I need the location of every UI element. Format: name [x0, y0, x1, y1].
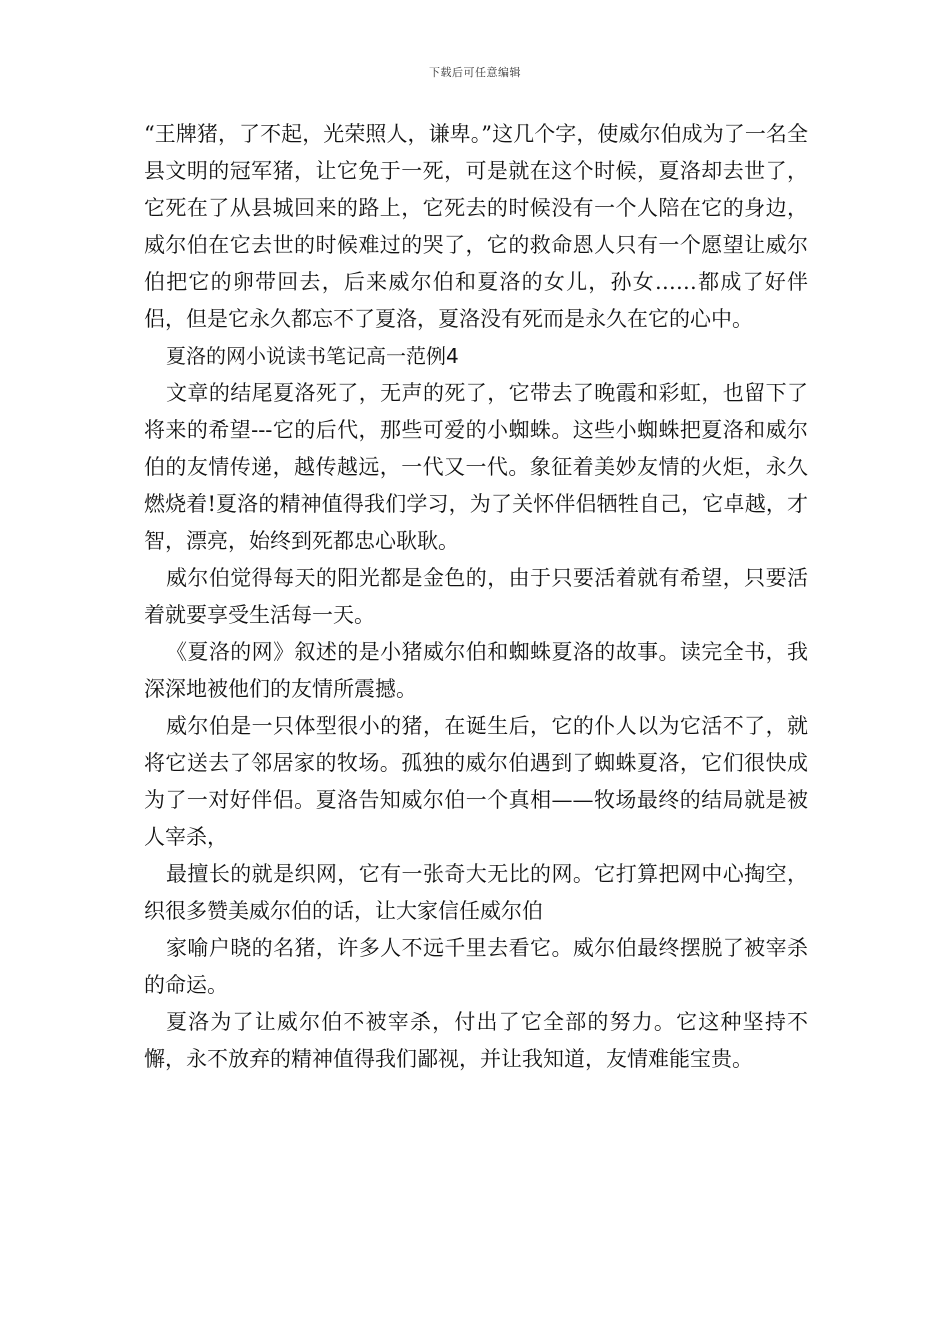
document-body — [144, 116, 808, 1078]
paragraph-6: 最擅长的就是织网，它有一张奇大无比的网。它打算把网中心掏空，织很多赞美威尔伯的话，让大家信任威尔伯 — [144, 862, 808, 923]
paragraph-4: 《夏洛的网》叙述的是小猪威尔伯和蜘蛛夏洛的故事。读完全书，我深深地被他们的友情所震撼。 — [144, 640, 808, 701]
paragraph-8: 夏洛为了让威尔伯不被宰杀，付出了它全部的努力。它这种坚持不懈，永不放弃的精神值得我们鄙视，并让我知道，友情难能宝贵。 — [144, 1010, 808, 1071]
paragraph-3: 威尔伯觉得每天的阳光都是金色的，由于只要活着就有希望，只要活着就要享受生活每一天。 — [144, 566, 808, 627]
page-header-note: 下载后可任意编辑 — [429, 66, 521, 79]
paragraph-1: “王牌猪，了不起，光荣照人，谦卑。”这几个字，使威尔伯成为了一名全县文明的冠军猪，让它免于一死，可是就在这个时候，夏洛却去世了，它死在了从县城回来的路上，它死去的时候没有一个人陪在它的身边，威尔伯在它去世的时候难过的哭了，它的救命恩人只有一个愿望让威尔伯把它的卵带回去，后来威尔伯和夏洛的女儿，孙女……都成了好伴侣，但是它永久都忘不了夏洛，夏洛没有死而是永久在它的心中。 — [144, 122, 808, 331]
paragraph-7: 家喻户晓的名猪，许多人不远千里去看它。威尔伯最终摆脱了被宰杀的命运。 — [144, 936, 808, 997]
paragraph-5: 威尔伯是一只体型很小的猪，在诞生后，它的仆人以为它活不了，就将它送去了邻居家的牧场。孤独的威尔伯遇到了蜘蛛夏洛，它们很快成为了一对好伴侣。夏洛告知威尔伯一个真相——牧场最终的结局就是被人宰杀， — [144, 714, 808, 849]
paragraph-2: 文章的结尾夏洛死了，无声的死了，它带去了晚霞和彩虹，也留下了将来的希望---它的后代，那些可爱的小蜘蛛。这些小蜘蛛把夏洛和威尔伯的友情传递，越传越远，一代又一代。象征着美妙友情的火炬，永久燃烧着!夏洛的精神值得我们学习，为了关怀伴侣牺牲自己，它卓越，才智，漂亮，始终到死都忠心耿耿。 — [144, 381, 808, 553]
section-heading: 夏洛的网小说读书笔记高一范例4 — [166, 344, 459, 368]
